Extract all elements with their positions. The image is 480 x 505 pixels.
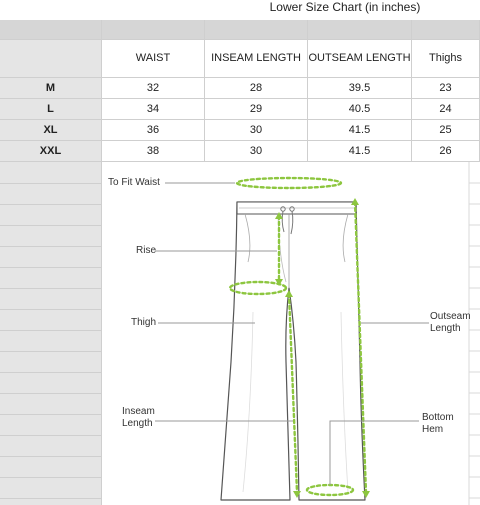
size-label: L (0, 99, 102, 120)
size-label: M (0, 78, 102, 99)
waist-value: 32 (102, 78, 205, 99)
waist-value: 38 (102, 141, 205, 162)
waist-value: 36 (102, 120, 205, 141)
inseam-value: 30 (205, 141, 308, 162)
strip-cell (308, 20, 412, 40)
grid-line (0, 435, 102, 436)
grid-line (0, 225, 102, 226)
inseam-value: 28 (205, 78, 308, 99)
grid-line (0, 309, 102, 310)
table-row (0, 120, 480, 141)
strip-cell (205, 20, 308, 40)
header-inseam: INSEAM LENGTH (205, 40, 308, 78)
grid-line (0, 477, 102, 478)
outseam-value: 40.5 (308, 99, 412, 120)
grid-line (0, 498, 102, 499)
outseam-value: 41.5 (308, 120, 412, 141)
inseam-label: Inseam Length (122, 406, 155, 429)
outseam-value: 39.5 (308, 78, 412, 99)
grid-line (0, 372, 102, 373)
thighs-value: 25 (412, 120, 480, 141)
waist-label: To Fit Waist (108, 177, 160, 188)
strip-cell (412, 20, 480, 40)
bottom-hem-label: Bottom Hem (422, 412, 454, 435)
grid-line (0, 456, 102, 457)
header-waist: WAIST (102, 40, 205, 78)
table-row (0, 99, 480, 120)
thighs-value: 24 (412, 99, 480, 120)
size-label: XL (0, 120, 102, 141)
grid-line (0, 414, 102, 415)
size-label: XXL (0, 141, 102, 162)
header-thighs: Thighs (412, 40, 480, 78)
chart-title: Lower Size Chart (in inches) (269, 0, 421, 14)
column-divider (101, 162, 102, 505)
grid-line (0, 246, 102, 247)
grid-line (0, 393, 102, 394)
inseam-value: 30 (205, 120, 308, 141)
strip-cell (102, 20, 205, 40)
row-header-column (0, 162, 102, 505)
pants-diagram (103, 162, 480, 505)
outseam-label: Outseam Length (430, 311, 471, 334)
header-corner (0, 40, 102, 78)
grid-line (0, 183, 102, 184)
outseam-value: 41.5 (308, 141, 412, 162)
grid-line (0, 351, 102, 352)
waist-value: 34 (102, 99, 205, 120)
table-row (0, 141, 480, 162)
grid-line (0, 267, 102, 268)
table-row (0, 78, 480, 99)
table-header-row (0, 40, 480, 78)
grid-line (0, 288, 102, 289)
grid-line (0, 330, 102, 331)
header-outseam: OUTSEAM LENGTH (308, 40, 412, 78)
rise-label: Rise (136, 245, 157, 256)
table-top-strip (0, 20, 480, 40)
thigh-label: Thigh (131, 317, 157, 328)
pants-illustration (103, 162, 480, 505)
thighs-value: 23 (412, 78, 480, 99)
grid-line (0, 204, 102, 205)
inseam-value: 29 (205, 99, 308, 120)
thighs-value: 26 (412, 141, 480, 162)
strip-cell (0, 20, 102, 40)
